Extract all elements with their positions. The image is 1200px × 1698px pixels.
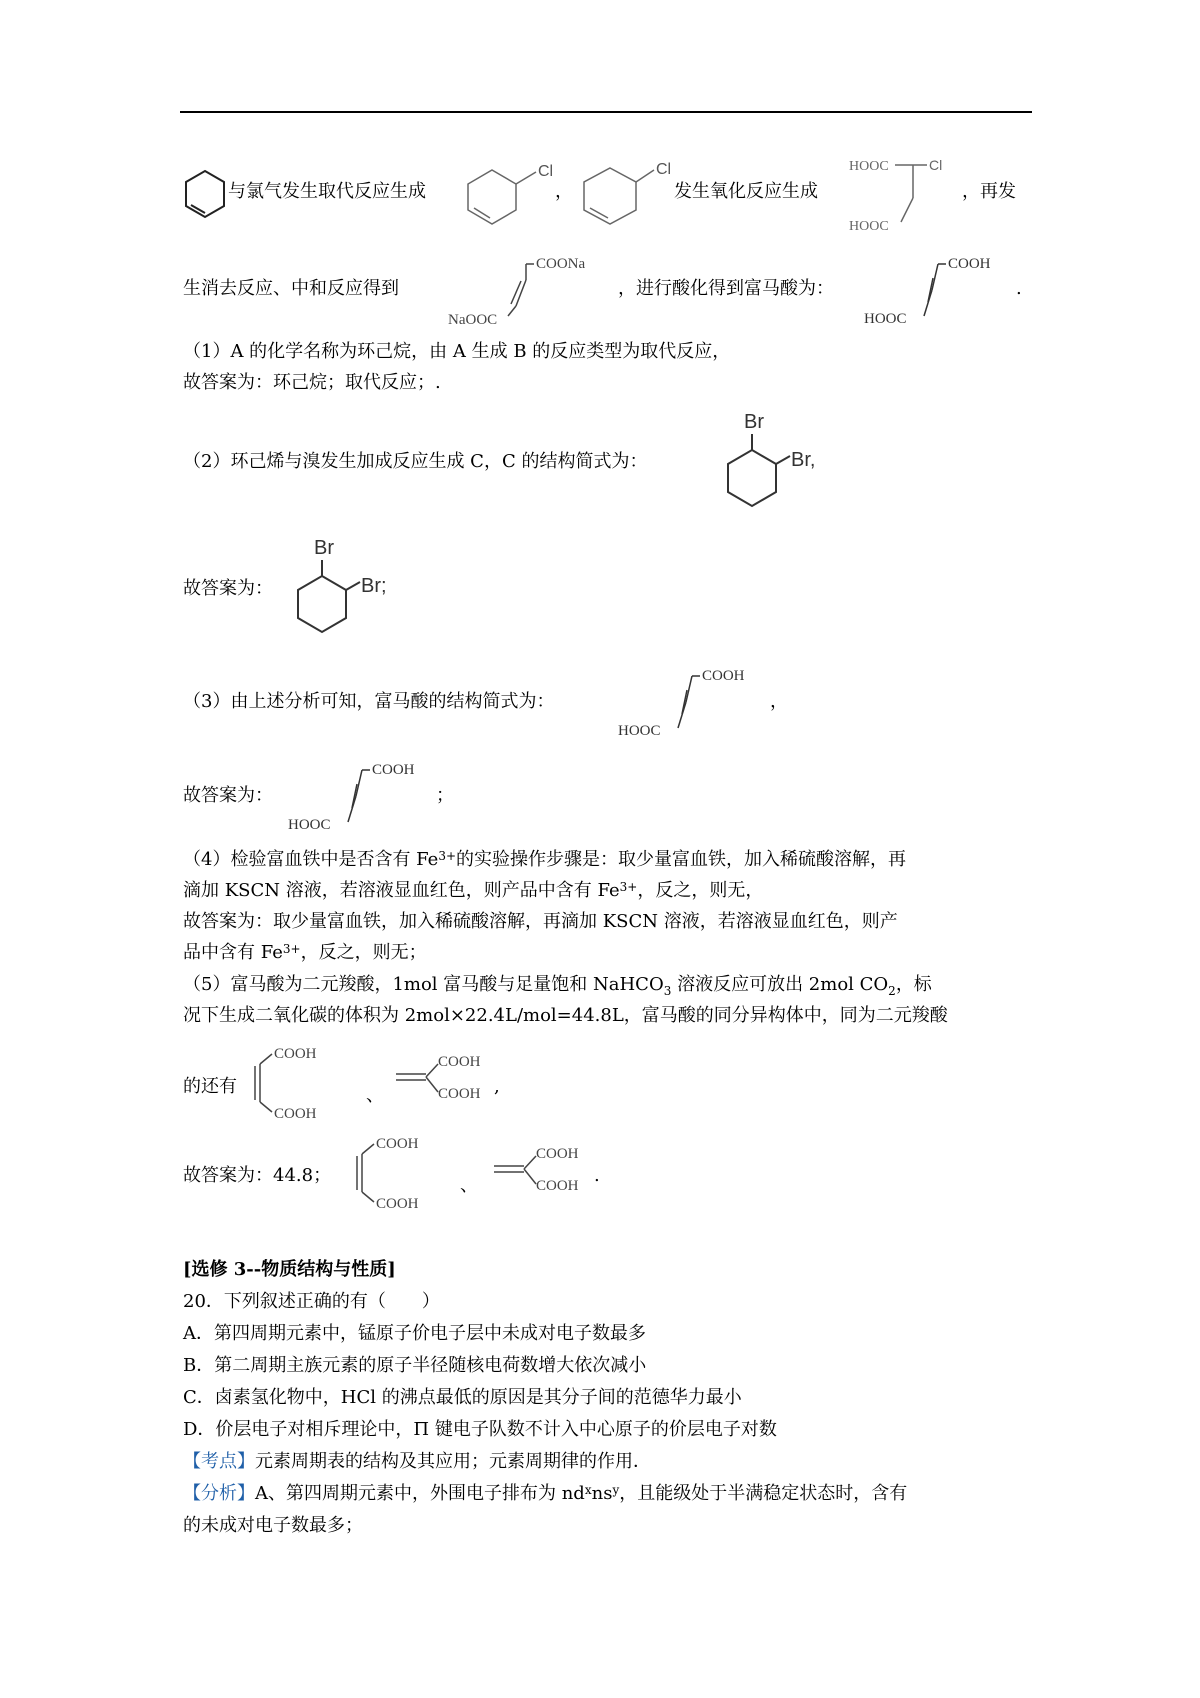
q2-line2: 故答案为： (183, 578, 273, 599)
svg-text:COOH: COOH (536, 1178, 579, 1194)
svg-text:COOH: COOH (702, 668, 745, 684)
q20-fenxi-line2: 的未成对电子数最多； (183, 1515, 363, 1536)
section-heading: [选修 3--物质结构与性质] (183, 1259, 396, 1280)
para1-text3: ，再发 (962, 181, 1016, 202)
kaodian-tag: 【考点】 (183, 1451, 255, 1472)
sodium-fumarate-structure (440, 250, 620, 332)
q20-kaodian: 【考点】元素周期表的结构及其应用；元素周期律的作用． (183, 1451, 651, 1472)
para1-text5: ，进行酸化得到富马酸为： (618, 278, 834, 299)
q5-dun-1: 、 (366, 1085, 384, 1106)
svg-text:COOH: COOH (274, 1046, 317, 1062)
cyclohexene-structure (182, 168, 228, 222)
fenxi-tag: 【分析】 (183, 1483, 255, 1504)
header-rule (180, 111, 1032, 113)
svg-text:Br: Br (314, 537, 334, 559)
para1-text6: . (1016, 278, 1022, 299)
q3-semi: ； (436, 785, 454, 806)
q5-line2: 况下生成二氧化碳的体积为 2mol×22.4L/mol=44.8L，富马酸的同分异构体中，同为二元羧酸 (183, 1005, 948, 1026)
para1-text2: 发生氧化反应生成 (674, 181, 818, 202)
svg-text:COOH: COOH (376, 1196, 419, 1212)
q2-line1: （2）环己烯与溴发生加成反应生成 C，C 的结构简式为： (183, 451, 648, 472)
q1-line1: （1）A 的化学名称为环己烷，由 A 生成 B 的反应类型为取代反应， (183, 341, 731, 362)
svg-text:HOOC: HOOC (849, 159, 889, 174)
q4-line2: 滴加 KSCN 溶液，若溶液显血红色，则产品中含有 $Fe^{3+}$，反之，则无， (183, 880, 764, 901)
svg-text:Br,: Br, (791, 449, 816, 471)
q4-line1: （4）检验富血铁中是否含有 $Fe^{3+}$的实验操作步骤是：取少量富血铁，加入稀硫酸溶解，再 (183, 849, 907, 870)
svg-text:COONa: COONa (536, 256, 586, 272)
para1-text4: 生消去反应、中和反应得到 (183, 278, 399, 299)
svg-text:Br;: Br; (361, 575, 387, 597)
para1-text1: 与氯气发生取代反应生成 (228, 181, 426, 202)
svg-text:Cl: Cl (656, 161, 672, 178)
q5-line1: （5）富马酸为二元羧酸，1mol 富马酸与足量饱和 NaHCO$_3$ 溶液反应可放出 2mol $CO_2$，标 (183, 974, 932, 998)
chlorocyclohexene-structure-2 (578, 156, 686, 230)
q5-line3: 的还有 (183, 1076, 237, 1097)
q3-line2: 故答案为： (183, 785, 273, 806)
svg-text:COOH: COOH (376, 1136, 419, 1152)
dibromocyclohexane-structure-1 (716, 408, 826, 516)
fumaric-acid-structure-1 (862, 250, 1022, 330)
methylidenemalonic-acid-structure-1 (392, 1046, 498, 1108)
svg-text:HOOC: HOOC (288, 817, 331, 833)
maleic-acid-structure-2 (348, 1130, 458, 1216)
svg-text:COOH: COOH (274, 1106, 317, 1122)
methylidenemalonic-acid-structure-2 (490, 1138, 596, 1200)
q5-line4: 故答案为：44.8； (183, 1165, 332, 1186)
svg-text:HOOC: HOOC (864, 311, 907, 327)
svg-text:COOH: COOH (438, 1054, 481, 1070)
q20-fenxi-line1: 【分析】A、第四周期元素中，外围电子排布为 $nd^xns^y$，且能级处于半满稳定状态时，含有 (183, 1483, 908, 1504)
q20-option-c: C．卤素氢化物中，HCl 的沸点最低的原因是其分子间的范德华力最小 (183, 1387, 742, 1408)
cl-label: Cl (538, 163, 554, 180)
q3-comma: ， (770, 691, 788, 712)
q1-line2: 故答案为：环己烷；取代反应；. (183, 372, 441, 393)
svg-text:NaOOC: NaOOC (448, 312, 498, 328)
q5-period: . (594, 1165, 600, 1186)
svg-text:COOH: COOH (438, 1086, 481, 1102)
chloro-succinic-acid-structure (845, 152, 965, 236)
q20-option-d: D．价层电子对相斥理论中，Π 键电子队数不计入中心原子的价层电子对数 (183, 1419, 777, 1440)
fumaric-acid-structure-2 (616, 662, 776, 742)
dibromocyclohexane-structure-2 (286, 534, 396, 642)
q20-option-a: A．第四周期元素中，锰原子价电子层中未成对电子数最多 (183, 1323, 646, 1344)
svg-text:HOOC: HOOC (849, 219, 889, 234)
q3-line1: （3）由上述分析可知，富马酸的结构简式为： (183, 691, 555, 712)
q5-dun-2: 、 (460, 1175, 478, 1196)
maleic-acid-structure-1 (246, 1040, 356, 1126)
fumaric-acid-structure-3 (286, 756, 446, 836)
para1-sep1: ， (555, 181, 573, 202)
chlorocyclohexene-structure-1 (462, 158, 570, 230)
svg-text:Cl: Cl (929, 157, 943, 173)
q5-comma: , (494, 1076, 500, 1097)
svg-text:COOH: COOH (536, 1146, 579, 1162)
svg-text:Br: Br (744, 411, 764, 433)
svg-text:COOH: COOH (948, 256, 991, 272)
q20-option-b: B．第二周期主族元素的原子半径随核电荷数增大依次减小 (183, 1355, 647, 1376)
q4-line3: 故答案为：取少量富血铁，加入稀硫酸溶解，再滴加 KSCN 溶液，若溶液显血红色，则产 (183, 911, 898, 932)
svg-text:COOH: COOH (372, 762, 415, 778)
q20-stem: 20．下列叙述正确的有（ ） (183, 1291, 440, 1312)
q4-line4: 品中含有 $Fe^{3+}$，反之，则无； (183, 942, 427, 963)
svg-text:HOOC: HOOC (618, 723, 661, 739)
